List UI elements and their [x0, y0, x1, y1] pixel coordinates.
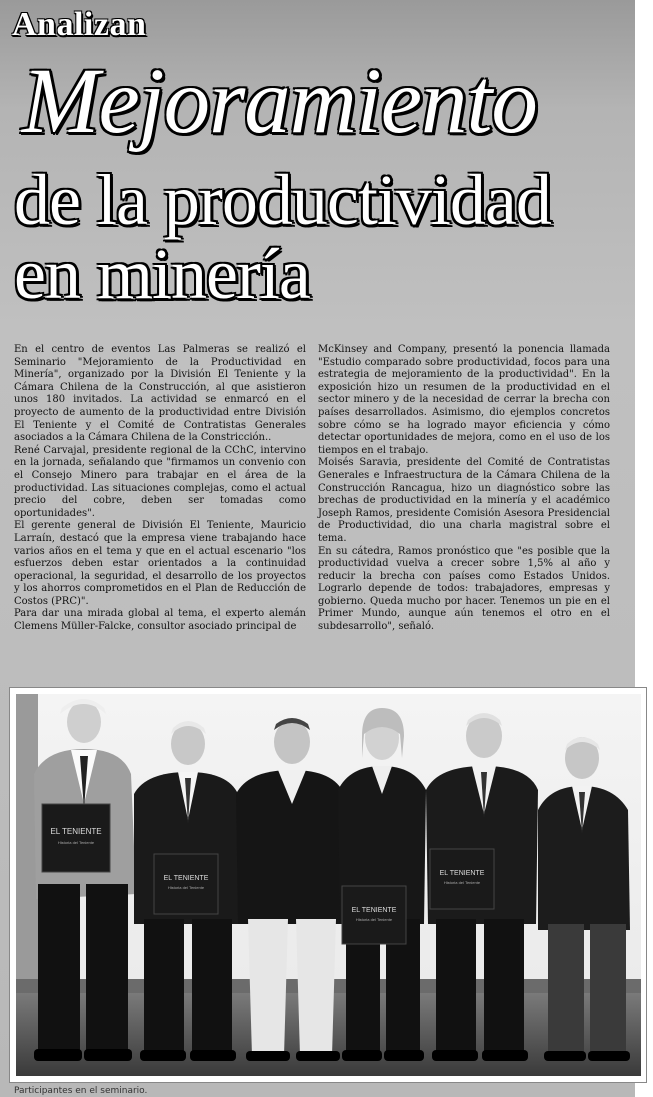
paragraph: En su cátedra, Ramos pronóstico que "es posible que la productividad vuelva a crecer sobre 1,5% al año y reducir la brecha con países como Estados Unidos. Lograrlo depende de todos: trabajadores, empresas y gobierno. Queda mucho por hacer. Tenemos un pie en el Primer Mundo, aunque aún tenemos el otro en el subdesarrollo", señaló. [318, 545, 610, 633]
book-3 [342, 886, 406, 944]
book-1 [42, 804, 110, 872]
book-2 [154, 854, 218, 914]
book-3-subtitle: Historia del Teniente [355, 917, 393, 922]
book-4-title: EL TENIENTE [439, 870, 485, 877]
article-kicker: Analizan [12, 6, 147, 43]
paragraph: René Carvajal, presidente regional de la CChC, intervino en la jornada, señalando que "firmamos un convenio con el Consejo Minero para trabajar en el área de la productividad. Las situaciones complejas, como el actual precio del cobre, deben ser tomadas como oportunidades". [14, 444, 306, 519]
book-1-title: EL TENIENTE [50, 827, 102, 836]
headline-line-2: de la productividad [14, 160, 551, 240]
paragraph: El gerente general de División El Teniente, Mauricio Larraín, destacó que la empresa viene trabajando hace varios años en el tema y que en el actual escenario "los esfuerzos deben estar orientados a la continuidad operacional, la seguridad, el desarrollo de los proyectos y los ahorros comprometidos en el Plan de Reducción de Costos (PRC)". [14, 520, 306, 607]
book-2-title: EL TENIENTE [163, 875, 209, 882]
paragraph: McKinsey and Company, presentó la ponencia llamada "Estudio comparado sobre productividad, focos para una estrategia de mejoramiento de la productividad". En la exposición hizo un resumen de la productividad en el sector minero y de la necesidad de cerrar la brecha con países desarrollados. Asimismo, dio ejemplos concretos sobre cómo se ha logrado mayor eficiencia y cómo detectar oportunidades de mejora, como en el uso de los tiempos en el trabajo. [318, 344, 610, 456]
book-4 [430, 849, 494, 909]
headline-line-1: Mejoramiento [22, 50, 537, 153]
article-right-column [318, 344, 610, 634]
photo-caption: Participantes en el seminario. [14, 1086, 148, 1096]
paragraph: En el centro de eventos Las Palmeras se realizó el Seminario "Mejoramiento de la Productividad en Minería", organizado por la División El Teniente y la Cámara Chilena de la Construcción, al que asistieron unos 180 invitados. La actividad se enmarcó en el proyecto de aumento de la productividad entre División El Teniente y el Comité de Contratistas Generales asociados a la Cámara Chilena de la Constricción.. [14, 344, 306, 444]
book-1-subtitle: Historia del Teniente [57, 840, 95, 845]
paragraph: Moisés Saravia, presidente del Comité de Contratistas Generales e Infraestructura de la Cámara Chilena de la Construcción Rancagua, hizo un diagnóstico sobre las brechas de productividad en la minería y el académico Joseph Ramos, presidente Comisión Asesora Presidencial de Productividad, dio una charla magistral sobre el tema. [318, 457, 610, 544]
group-photo [16, 694, 641, 1076]
headline-line-3: en minería [14, 234, 310, 314]
photo-frame [9, 687, 647, 1083]
article-left-column [14, 344, 306, 634]
book-3-title: EL TENIENTE [351, 907, 397, 914]
book-2-subtitle: Historia del Teniente [167, 885, 205, 890]
book-4-subtitle: Historia del Teniente [443, 880, 481, 885]
paragraph: Para dar una mirada global al tema, el experto alemán Clemens Müller-Falcke, consultor asociado principal de [14, 608, 306, 633]
